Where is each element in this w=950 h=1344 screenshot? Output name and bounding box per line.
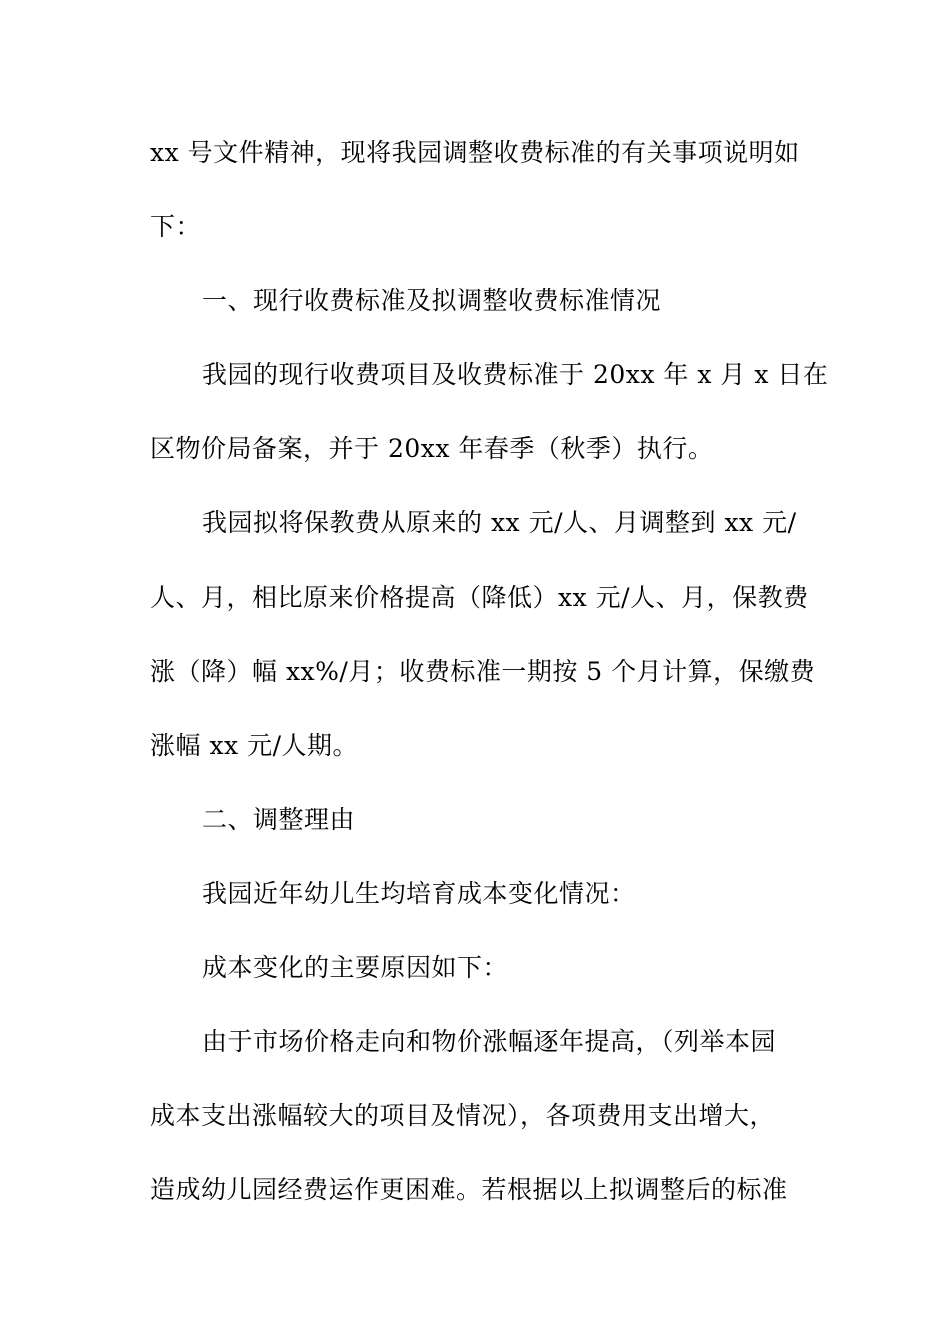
paragraph-line: 我园的现行收费项目及收费标准于 20xx 年 x 月 x 日在 <box>202 360 829 389</box>
paragraph-line: 由于市场价格走向和物价涨幅逐年提高，（列举本园 <box>202 1027 777 1056</box>
paragraph-line: 人、月，相比原来价格提高（降低）xx 元/人、月，保教费 <box>150 583 809 612</box>
paragraph-line: 造成幼儿园经费运作更困难。若根据以上拟调整后的标准 <box>150 1175 788 1204</box>
paragraph-line: xx 号文件精神，现将我园调整收费标准的有关事项说明如 <box>150 138 800 167</box>
paragraph-line: 我园拟将保教费从原来的 xx 元/人、月调整到 xx 元/ <box>202 508 797 537</box>
paragraph-line: 涨幅 xx 元/人期。 <box>150 731 359 760</box>
section-heading: 二、调整理由 <box>202 805 356 834</box>
paragraph-line: 我园近年幼儿生均培育成本变化情况： <box>202 879 636 908</box>
paragraph-line: 成本变化的主要原因如下： <box>202 953 509 982</box>
section-heading: 一、现行收费标准及拟调整收费标准情况 <box>202 286 662 315</box>
paragraph-line: 下： <box>150 212 202 241</box>
paragraph-line: 成本支出涨幅较大的项目及情况），各项费用支出增大， <box>150 1101 776 1130</box>
paragraph-line: 区物价局备案，并于 20xx 年春季（秋季）执行。 <box>150 434 714 463</box>
paragraph-line: 涨（降）幅 xx%/月；收费标准一期按 5 个月计算，保缴费 <box>150 657 816 686</box>
